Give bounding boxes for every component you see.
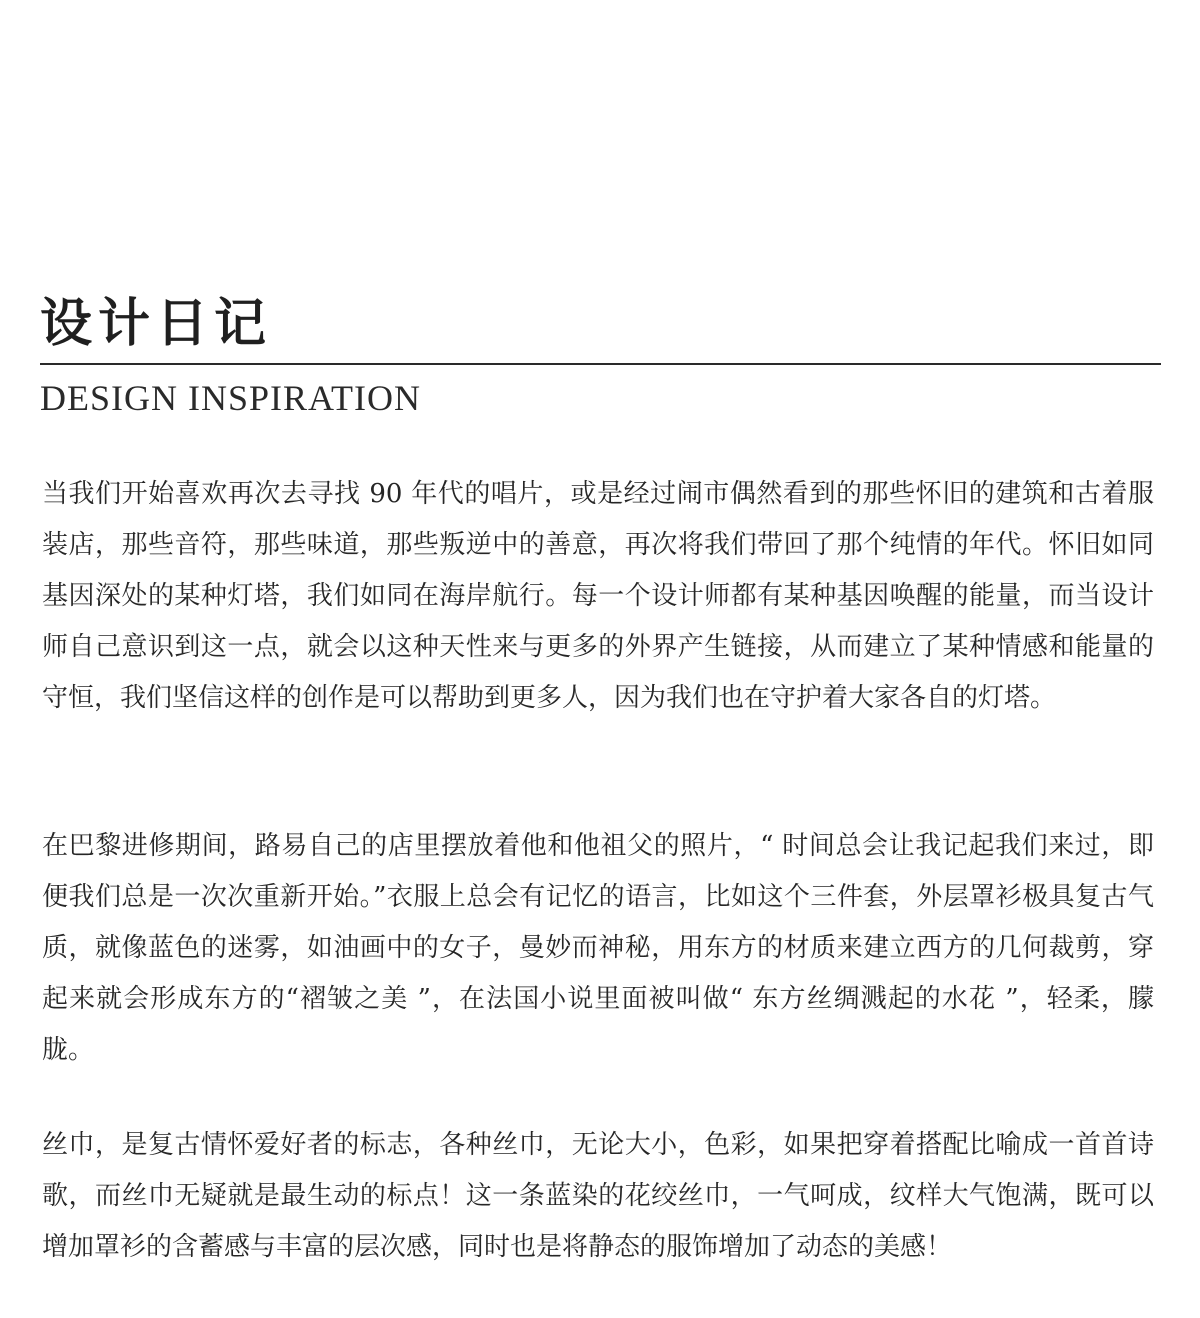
paragraph-scarf: 丝巾，是复古情怀爱好者的标志，各种丝巾，无论大小，色彩，如果把穿着搭配比喻成一首首诗歌，而丝巾无疑就是最生动的标点！这一条蓝染的花绞丝巾，一气呵成，纹样大气饱满，既可以增加罩衫的含蓄感与丰富的层次感，同时也是将静态的服饰增加了动态的美感！ xyxy=(42,1130,1154,1262)
paragraph-nostalgia: 当我们开始喜欢再次去寻找 90 年代的唱片，或是经过闹市偶然看到的那些怀旧的建筑和古着服装店，那些音符，那些味道，那些叛逆中的善意，再次将我们带回了那个纯情的年代。怀旧如同基因深处的某种灯塔，我们如同在海岸航行。每一个设计师都有某种基因唤醒的能量，而当设计师自己意识到这一点，就会以这种天性来与更多的外界产生链接，从而建立了某种情感和能量的守恒，我们坚信这样的创作是可以帮助到更多人，因为我们也在守护着大家各自的灯塔。 xyxy=(42,479,1154,713)
page-subtitle: DESIGN INSPIRATION xyxy=(40,378,422,418)
paragraph-paris: 在巴黎进修期间，路易自己的店里摆放着他和他祖父的照片，“ 时间总会让我记起我们来过，即便我们总是一次次重新开始。”衣服上总会有记忆的语言，比如这个三件套，外层罩衫极具复古气质，就像蓝色的迷雾，如油画中的女子，曼妙而神秘，用东方的材质来建立西方的几何裁剪，穿起来就会形成东方的“褶皱之美 ”，在法国小说里面被叫做“ 东方丝绸溅起的水花 ”，轻柔，朦胧。 xyxy=(42,831,1154,1065)
title-divider xyxy=(40,363,1161,365)
page-title: 设计日记 xyxy=(40,293,273,354)
